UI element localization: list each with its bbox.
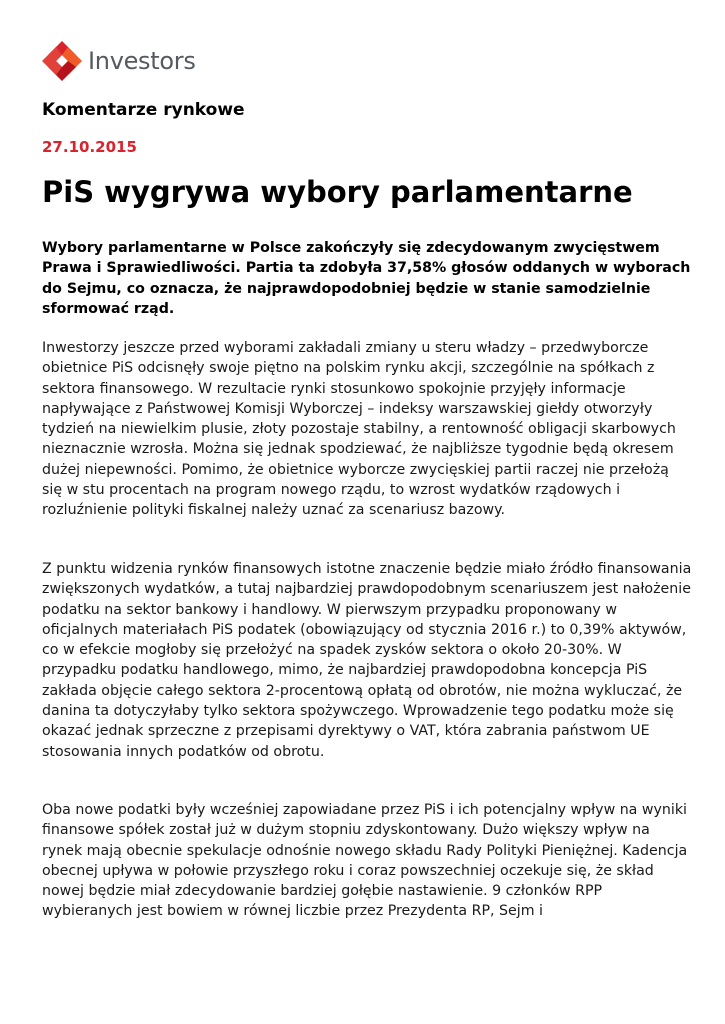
page-title: PiS wygrywa wybory parlamentarne <box>42 175 633 209</box>
publication-date: 27.10.2015 <box>42 138 137 156</box>
section-label: Komentarze rynkowe <box>42 100 245 120</box>
body-paragraph-3: Oba nowe podatki były wcześniej zapowiadane przez PiS i ich potencjalny wpływ na wyniki finansowe spółek został już w dużym stopniu zdyskontowany. Dużo większy wpływ na rynek mają obecnie spekulacje odnośnie nowego składu Rady Polityki Pieniężnej. Kadencja obecnej upływa w połowie przyszłego roku i coraz powszechniej oczekuje się, że skład nowej będzie miał zdecydowanie bardziej gołębie nastawienie. 9 członków RPP wybieranych jest bowiem w równej liczbie przez Prezydenta RP, Sejm i <box>42 802 688 920</box>
investors-logo-icon <box>42 41 82 81</box>
lead-paragraph: Wybory parlamentarne w Polsce zakończyły się zdecydowanym zwycięstwem Prawa i Sprawiedliwości. Partia ta zdobyła 37,58% głosów oddanych w wyborach do Sejmu, co oznacza, że najprawdopodobniej będzie w stanie samodzielnie sformować rząd. <box>42 240 691 317</box>
body-paragraph-2: Z punktu widzenia rynków finansowych istotne znaczenie będzie miało źródło finansowania zwiększonych wydatków, a tutaj najbardziej prawdopodobnym scenariuszem jest nałożenie podatku na sektor bankowy i handlowy. W pierwszym przypadku proponowany w oficjalnych materiałach PiS podatek (obowiązujący od stycznia 2016 r.) to 0,39% aktywów, co w efekcie mogłoby się przełożyć na spadek zysków sektora o około 20-30%. W przypadku podatku handlowego, mimo, że najbardziej prawdopodobna koncepcja PiS zakłada objęcie całego sektora 2-procentową opłatą od obrotów, nie można wykluczać, że danina ta dotyczyłaby tylko sektora spożywczego. Wprowadzenie tego podatku może się okazać jednak sprzeczne z przepisami dyrektywy o VAT, która zabrania państwom UE stosowania innych podatków od obrotu. <box>42 561 692 760</box>
body-paragraph-1: Inwestorzy jeszcze przed wyborami zakładali zmiany u steru władzy – przedwyborcze obietnice PiS odcisnęły swoje piętno na polskim rynku akcji, szczególnie na spółkach z sektora finansowego. W rezultacie rynki stosunkowo spokojnie przyjęły informacje napływające z Państwowej Komisji Wyborczej – indeksy warszawskiej giełdy otworzyły tydzień na niewielkim plusie, złoty pozostaje stabilny, a rentowność obligacji skarbowych nieznacznie wzrosła. Można się jednak spodziewać, że najbliższe tygodnie będą okresem dużej niepewności. Pomimo, że obietnice wyborcze zwycięskiej partii raczej nie przełożą się w stu procentach na program nowego rządu, to wzrost wydatków rządowych i rozluźnienie polityki fiskalnej należy uznać za scenariusz bazowy. <box>42 340 676 519</box>
brand-logo[interactable] <box>42 40 196 82</box>
brand-name: Investors <box>88 47 196 75</box>
